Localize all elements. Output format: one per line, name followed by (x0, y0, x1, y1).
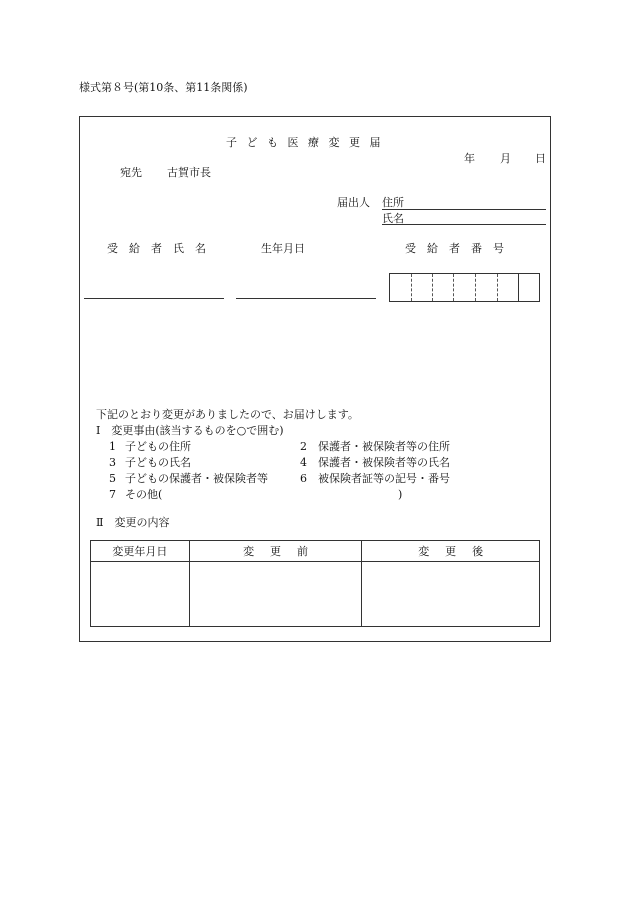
date-month-label: 月 (500, 152, 511, 165)
reason-number: 3 (109, 456, 116, 469)
beneficiary-name-label: 受給者氏名 (107, 242, 217, 255)
before-change-cell[interactable] (189, 562, 362, 627)
statement-text: 下記のとおり変更がありましたので、お届けします。 (96, 408, 359, 421)
date-year-label: 年 (464, 152, 475, 165)
reason-text: 保護者・被保険者等の住所 (318, 440, 450, 453)
recipient-label: 宛先 (120, 166, 142, 179)
form-number: 様式第８号(第10条、第11条関係) (79, 81, 248, 94)
reason-text: 子どもの住所 (125, 440, 191, 453)
changes-table-header-row (91, 541, 540, 562)
address-underline (382, 209, 546, 210)
beneficiary-number-label: 受給者番号 (405, 242, 515, 255)
number-box-divider (475, 274, 476, 301)
reason-text: その他( (125, 488, 163, 501)
reason-number: 7 (109, 488, 116, 501)
reason-number: 5 (109, 472, 116, 485)
date-day-label: 日 (535, 152, 546, 165)
column-header: 変更前 (189, 541, 362, 562)
beneficiary-number-box (389, 273, 540, 302)
applicant-address-label: 住所 (382, 196, 404, 209)
changes-table (90, 540, 540, 627)
reason-text: 子どもの氏名 (125, 456, 191, 469)
applicant-name-label: 氏名 (382, 212, 404, 225)
reason-text: 子どもの保護者・被保険者等 (125, 472, 268, 485)
section1-heading: Ⅰ 変更事由(該当するものを○で囲む) (96, 424, 284, 437)
number-box-divider (518, 274, 519, 301)
number-box-divider (411, 274, 412, 301)
form-title: 子ども医療変更届 (226, 136, 390, 149)
birthdate-line (236, 298, 376, 299)
changes-table-entry-row (91, 562, 540, 627)
reason-number: 2 (300, 440, 307, 453)
column-header: 変更年月日 (91, 541, 190, 562)
number-box-divider (497, 274, 498, 301)
reason-number: 4 (300, 456, 307, 469)
number-box-divider (432, 274, 433, 301)
reason-text: 被保険者証等の記号・番号 (318, 472, 450, 485)
change-date-cell[interactable] (91, 562, 190, 627)
number-box-divider (453, 274, 454, 301)
section2-heading: Ⅱ 変更の内容 (96, 516, 170, 529)
beneficiary-birthdate-label: 生年月日 (261, 242, 305, 255)
recipient-name: 古賀市長 (167, 166, 211, 179)
reason-number: 1 (109, 440, 116, 453)
applicant-label: 届出人 (337, 196, 370, 209)
beneficiary-name-line (84, 298, 224, 299)
after-change-cell[interactable] (362, 562, 540, 627)
other-close-paren: ) (398, 488, 403, 501)
reason-text: 保護者・被保険者等の氏名 (318, 456, 450, 469)
name-underline (382, 224, 546, 225)
column-header: 変更後 (362, 541, 540, 562)
reason-number: 6 (300, 472, 307, 485)
